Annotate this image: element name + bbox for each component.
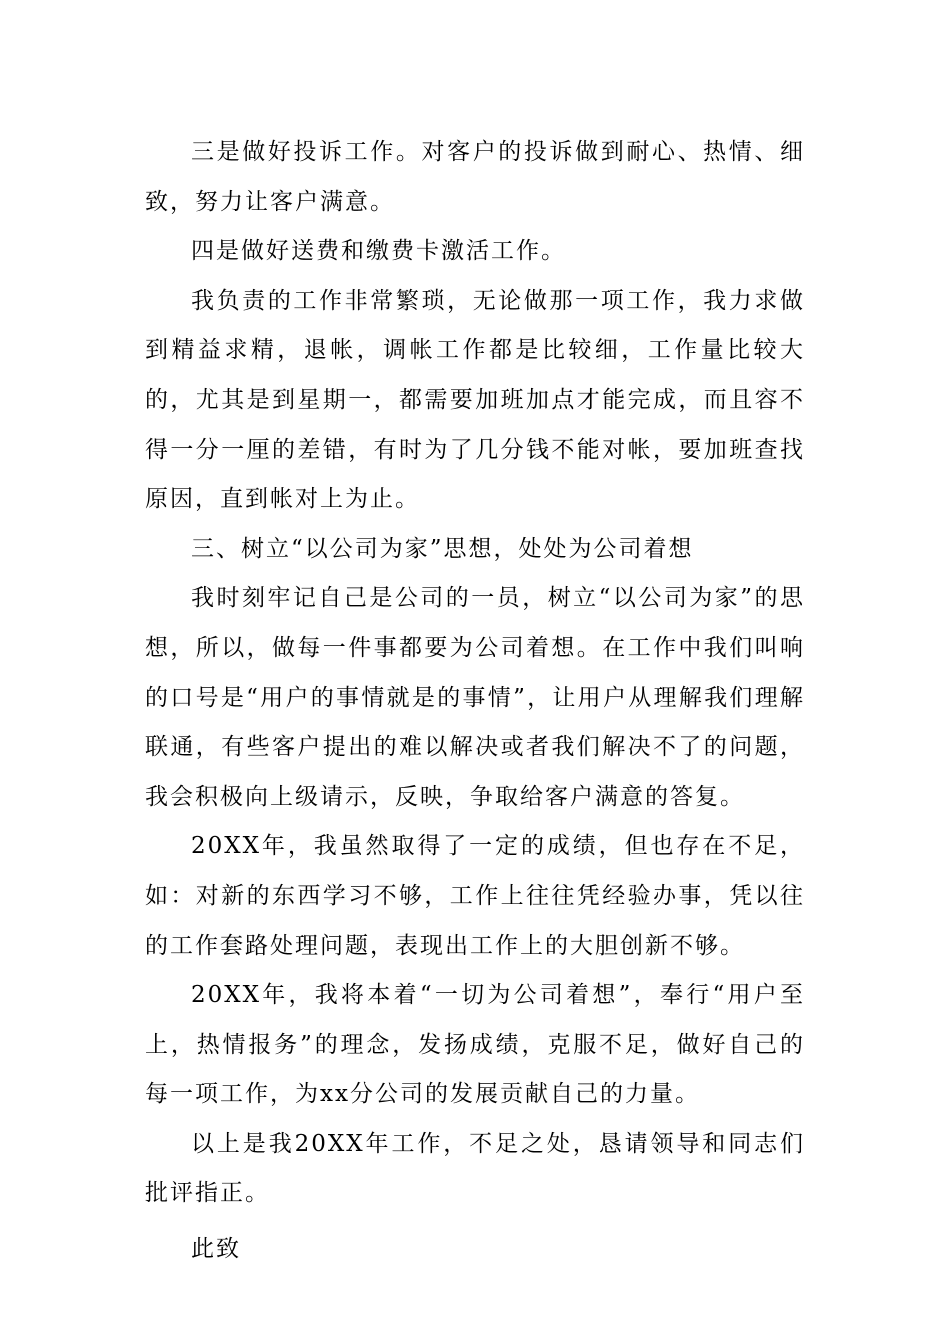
- paragraph-conclusion: 以上是我20XX年工作，不足之处，恳请领导和同志们批评指正。: [145, 1130, 805, 1207]
- closing-salutation: 此致: [191, 1236, 241, 1263]
- paragraph-card-activation: 四是做好送费和缴费卡激活工作。: [191, 238, 566, 265]
- paragraph-next-year-plan: 20XX年，我将本着“一切为公司着想”，奉行“用户至上，热情报务”的理念，发扬成绩，克服不足，做好自己的每一项工作，为xx分公司的发展贡献自己的力量。: [145, 982, 805, 1108]
- section-heading-company-as-home: 三、树立“以公司为家”思想，处处为公司着想: [191, 535, 694, 562]
- document-body: [145, 128, 805, 1275]
- paragraph-shortcomings: 20XX年，我虽然取得了一定的成绩，但也存在不足，如：对新的东西学习不够，工作上往往凭经验办事，凭以往的工作套路处理问题，表现出工作上的大胆创新不够。: [145, 833, 805, 959]
- paragraph-complaints: 三是做好投诉工作。对客户的投诉做到耐心、热情、细致，努力让客户满意。: [145, 139, 805, 215]
- paragraph-company-mindset: 我时刻牢记自己是公司的一员，树立“以公司为家”的思想，所以，做每一件事都要为公司着想。在工作中我们叫响的口号是“用户的事情就是的事情”，让用户从理解我们理解联通，有些客户提出的难以解决或者我们解决不了的问题，我会积极向上级请示，反映，争取给客户满意的答复。: [145, 585, 805, 810]
- paragraph-responsibilities: 我负责的工作非常繁琐，无论做那一项工作，我力求做到精益求精，退帐，调帐工作都是比较细，工作量比较大的，尤其是到星期一，都需要加班加点才能完成，而且容不得一分一厘的差错，有时为了几分钱不能对帐，要加班查找原因，直到帐对上为止。: [145, 287, 805, 513]
